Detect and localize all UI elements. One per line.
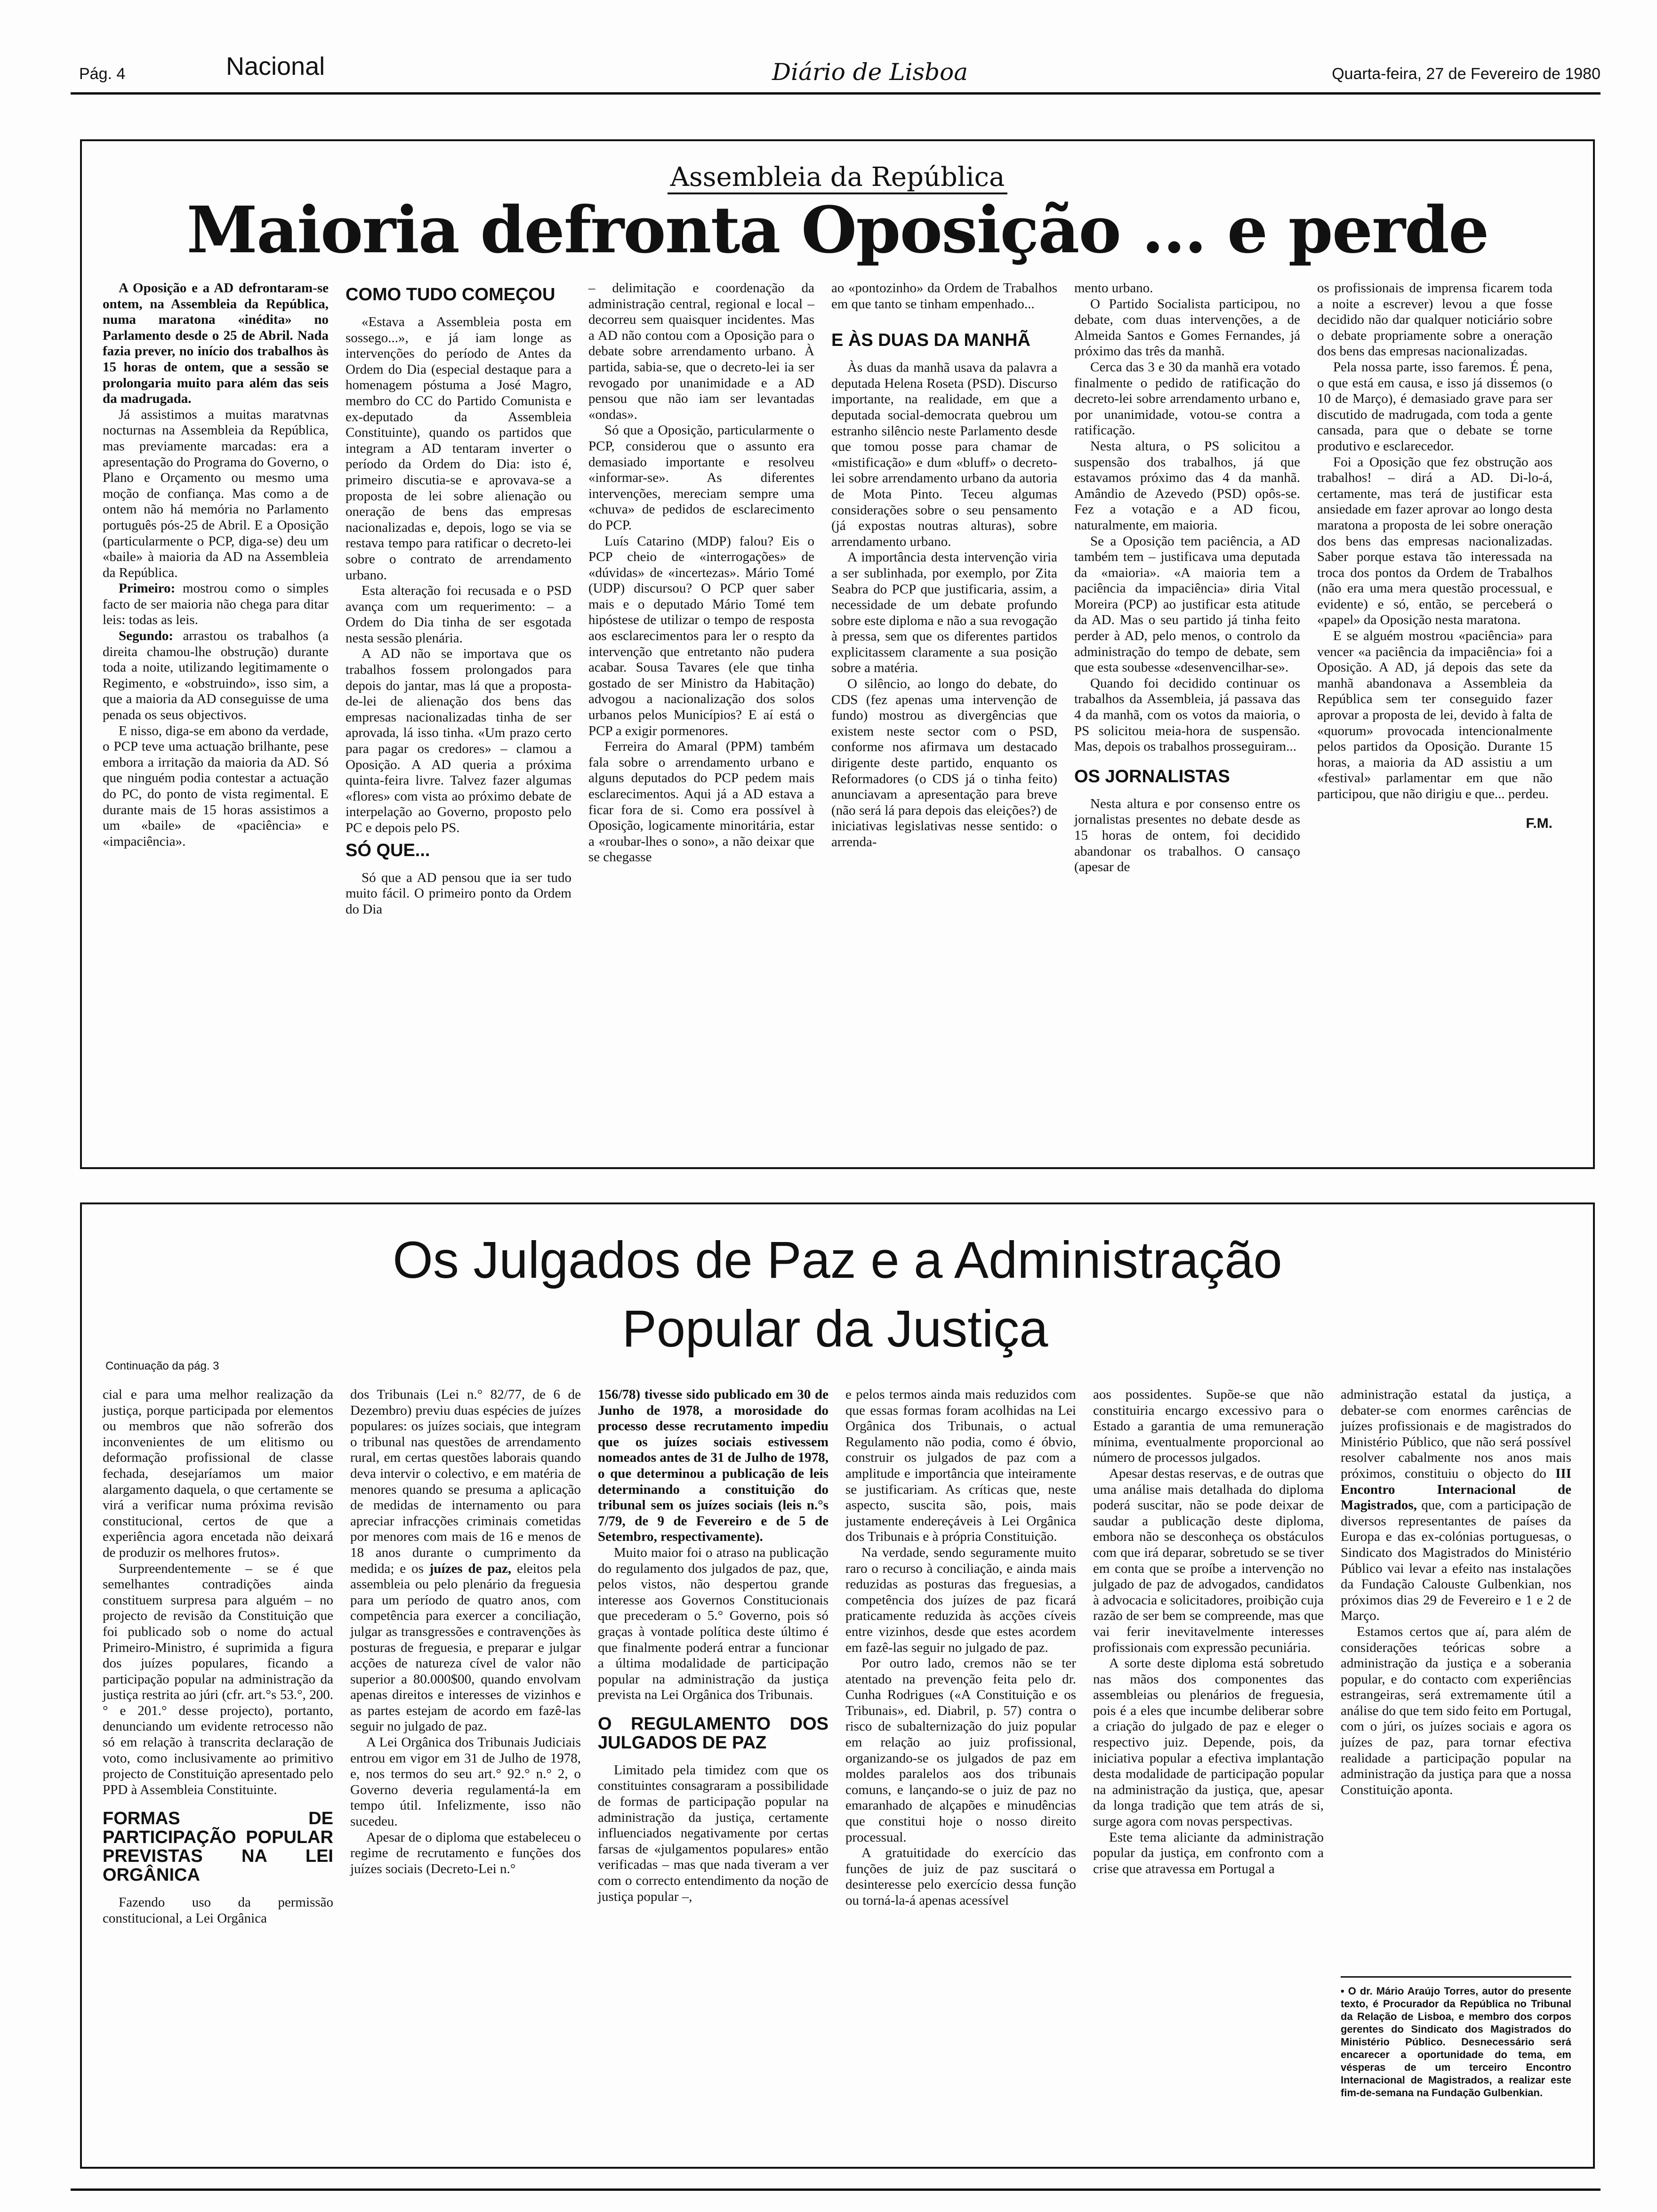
paragraph: Só que a AD pensou que ia ser tudo muito fácil. O primeiro ponto da Ordem do Dia [346,870,571,917]
paragraph [1341,1387,1571,1624]
author-signature: F.M. [1526,815,1552,831]
paragraph-text: dos Tribunais (Lei n.° 82/77, de 6 de Dezembro) previu duas espécies de juízes populares: os juízes sociais, que integram o tribunal nas questões de arrendamento rural, em certas questões laborais quando deva intervir o colectivo, e em matéria de menores quando se presuma a aplicação de medidas de internamento ou para apreciar infracções criminais cometidas por menores com mais de 16 e menos de 18 anos durante o cumprimento da medida; e os [350,1387,581,1576]
article-column-6 [1317,281,1552,831]
article-column-2 [346,281,571,917]
article-kicker [82,162,1593,192]
paragraph: Este tema aliciante da administração popular da justiça, em confronto com a crise que atravessa em Portugal a [1093,1829,1324,1876]
paragraph: Pela nossa parte, isso faremos. É pena, o que está em causa, e isso já dissemos (o 10 de Março), é demasiado grave para ser discutido de madrugada, com toda a gente cansada, para que o debate se torne produtivo e esclarecedor. [1317,359,1552,454]
lead-word: Segundo: [119,628,174,644]
paragraph: «Estava a Assembleia posta em sossego...», e já iam longe as intervenções do período de Antes da Ordem do Dia (especial destaque para a homenagem póstuma a José Magro, membro do CC do Partido Comunista e ex-deputado da Assembleia Constituinte), quando os partidos que integram a AD tentaram inverter o período da Ordem do Dia: isto é, primeiro discutia-se e aprovava-se a proposta de lei sobre alienação ou oneração de bens das empresas nacionalizadas e, depois, logo se via se restava tempo para ratificar o decreto-lei sobre o contrato de arrendamento urbano. [346,314,571,583]
paragraph: Ferreira do Amaral (PPM) também fala sobre o arrendamento urbano e alguns deputados do PCP pedem mais esclarecimentos. Aqui já a AD estava a ficar fora de si. Como era possível à Oposição, logicamente minoritária, estar a «roubar-lhes o sono», a não deixar que se chegasse [588,739,814,865]
note-rule [1341,1976,1571,1978]
paragraph-text: que, com a participação de diversos representantes de países da Europa e das ex-colónias portuguesas, o Sindicato dos Magistrados do Ministério Público vai levar a efeito nas instalações da Fundação Calouste Gulbenkian, nos próximos dias 29 de Fevereiro e 1 e 2 de Março. [1341,1498,1571,1624]
footer-rule [71,2188,1601,2191]
paragraph: O silêncio, ao longo do debate, do CDS (fez apenas uma intervenção de fundo) mostrou as divergências que existem neste sector com o PSD, conforme nos afirmava um destacado dirigente deste partido, enquanto os Reformadores (o CDS já o tinha feito) anunciavam a apresentação para breve (não será lá para depois das eleições?) de iniciativas legislativas nesse sentido: o arrenda- [831,676,1057,850]
paragraph: Estamos certos que aí, para além de considerações teóricas sobre a administração da justiça e a soberania popular, e do contacto com experiências estrangeiras, será extremamente útil a análise do que tem sido feito em Portugal, com o júri, os juízes sociais e agora os juízes de paz, para tornar efectiva realidade a participação popular na administração da justiça para que a nossa Constituição aponta. [1341,1624,1571,1797]
subheading: E ÀS DUAS DA MANHÃ [831,330,1030,351]
article-headline-line-1: Os Julgados de Paz e a Administração [393,1231,1282,1289]
bold-term: III Encontro Internacional de Magistrados, [1341,1466,1571,1513]
article-column-5 [1093,1387,1324,1877]
paragraph: A sorte deste diploma está sobretudo nas mãos dos componentes das assembleias ou plenários de freguesia, pois é a eles que incumbe deliberar sobre a criação do julgado de paz e eleger o respectivo juiz. Depende, pois, da iniciativa popular a efectiva implantação desta modalidade de participação popular na administração da justiça, que, apesar da longa tradição que tem atrás de si, surge agora com novas perspectivas. [1093,1656,1324,1829]
paragraph: Às duas da manhã usava da palavra a deputada Helena Roseta (PSD). Discurso importante, na realidade, em que a deputada social-democrata quebrou um estranho silêncio neste Parlamento desde que tomou posse para chamar de «mistificação» e dum «bluff» o decreto-lei sobre arrendamento urbano da autoria de Mota Pinto. Teceu algumas considerações sobre o seu pensamento (já expostas noutras alturas), sobre arrendamento urbano. [831,360,1057,549]
paragraph: E nisso, diga-se em abono da verdade, o PCP teve uma actuação brilhante, pese embora a irritação da maioria da AD. Só que ninguém podia contestar a actuação do PC, do ponto de vista regimental. E durante mais de 15 horas assistimos a um «baile» de «paciência» e «impaciência». [103,723,329,849]
article-column-3 [598,1387,828,1905]
article-column-2 [350,1387,581,1877]
article-column-1 [103,1387,333,1927]
paragraph: Só que a Oposição, particularmente o PCP, considerou que o assunto era demasiado importante e resolveu «informar-se». As diferentes intervenções, mereciam sempre uma «chuva» de pedidos de esclarecimento do PCP. [588,423,814,533]
paragraph: Por outro lado, cremos não se ter atentado na prevenção feita pelo dr. Cunha Rodrigues («A Constituição e os Tribunais», ed. Diabril, p. 57) contra o risco de subalternização do juiz popular em relação ao juiz profissional, organizando-se os julgados de paz em moldes paralelos aos dos tribunais comuns, e lançando-se o juiz de paz no emaranhado de alçapões e minudências que constitui hoje o nosso direito processual. [845,1656,1076,1845]
paragraph: cial e para uma melhor realização da justiça, porque participada por elementos ou membros que não sofrerão dos inconvenientes de um elitismo ou deformação profissional de classe fechada, desejaríamos um maior alargamento daquela, o que certamente se virá a verificar numa próxima revisão constitucional, certos de que a experiência agora encetada não deixará de produzir os melhores frutos». [103,1387,333,1560]
paragraph: Surpreendentemente – se é que semelhantes contradições ainda constituem surpresa para alguém – no projecto de revisão da Constituição que foi publicado sob o nome do actual Primeiro-Ministro, é suprimida a figura dos juízes populares, ficando a participação popular na administração da justiça restrita ao júri (cfr. art.°s 53.°, 200.° e 201.° desse projecto), portanto, denunciando um evidente retrocesso não só em relação à transcrita declaração de voto, como inclusivamente ao primitivo projecto de Constituição apresentado pelo PPD à Assembleia Constituinte. [103,1561,333,1797]
paragraph: Já assistimos a muitas maratvnas nocturnas na Assembleia da República, mas previamente marcadas: era a apresentação do Programa do Governo, o Plano e Orçamento ou mesmo uma moção de confiança. Mas como a de ontem não há memória no Parlamento português pós-25 de Abril. E a Oposição (particularmente o PCP, diga-se) deu um «baile» à maioria da AD na Assembleia da República. [103,407,329,580]
paragraph: Cerca das 3 e 30 da manhã era votado finalmente o pedido de ratificação do decreto-lei sobre arrendamento urbano e, por unanimidade, votou-se contra a ratificação. [1074,359,1300,438]
lead-word: Primeiro: [119,581,176,596]
subheading: FORMAS DE PARTICIPAÇÃO POPULAR PREVISTAS NA LEI ORGÂNICA [103,1809,333,1885]
paragraph [103,628,329,723]
paragraph: A Lei Orgânica dos Tribunais Judiciais entrou em vigor em 31 de Julho de 1978, e, nos termos do seu art.° 92.° n.° 2, o Governo deveria regulamentá-la em tempo útil. Infelizmente, isso não sucedeu. [350,1735,581,1829]
continuation-note: Continuação da pág. 3 [105,1360,219,1372]
paragraph: 156/78) tivesse sido publicado em 30 de Junho de 1978, a morosidade do processo desse recrutamento impediu que os juízes sociais estivessem nomeados antes de 31 de Julho de 1978, o que determinou a publicação de leis determinando a constituição do tribunal sem os juízes sociais (leis n.°s 7/79, de 9 de Fevereiro e de 5 de Setembro, respectivamente). [598,1387,828,1545]
masthead: Diário de Lisboa [772,58,968,86]
kicker-text: Assembleia da República [668,162,1008,194]
issue-date: Quarta-feira, 27 de Fevereiro de 1980 [1332,65,1601,83]
paragraph: os profissionais de imprensa ficarem toda a noite a escrever) levou a que fosse decidido não dar qualquer noticiário sobre o debate propriamente sobre a oneração dos bens das empresas nacionalizadas. [1317,281,1552,359]
paragraph: Limitado pela timidez com que os constituintes consagraram a possibilidade de formas de participação popular na administração da justiça, certamente influenciados negativamente por certas farsas de «julgamentos populares» então verificadas – mas que nada tiveram a ver com o correcto entendimento da noção de justiça popular –, [598,1762,828,1904]
header-rule [71,92,1601,95]
paragraph: A gratuitidade do exercício das funções de juiz de paz suscitará o desinteresse pelo exercício dessa função ou torná-la-á apenas acessível [845,1845,1076,1908]
subheading: COMO TUDO COMEÇOU [346,285,555,305]
paragraph: A Oposição e a AD defrontaram-se ontem, na Assembleia da República, numa maratona «inédita» no Parlamento desde o 25 de Abril. Nada fazia prever, no início dos trabalhos às 15 horas de ontem, que a sessão se prolongaria muito para além das seis da madrugada. [103,281,329,407]
paragraph [103,581,329,628]
article-column-4 [831,281,1057,850]
article-column-1 [103,281,329,850]
bold-term: juízes de paz, [429,1561,512,1576]
paragraph: Nesta altura, o PS solicitou a suspensão dos trabalhos, já que estavamos próximo das 4 da manhã. Amândio de Azevedo (PSD) opôs-se. Fez a votação e a AD ficou, naturalmente, em maioria. [1074,438,1300,533]
author-note: • O dr. Mário Araújo Torres, autor do presente texto, é Procurador da República no Tribunal da Relação de Lisboa, e membro dos corpos gerentes do Sindicato dos Magistrados do Ministério Público. Desnecessário será encarecer a oportunidade do tema, em vésperas de um terceiro Encontro Internacional de Magistrados, a realizar este fim-de-semana na Fundação Gulbenkian. [1341,1985,1571,2099]
page-number: Pág. 4 [79,65,126,83]
paragraph: Muito maior foi o atraso na publicação do regulamento dos julgados de paz, que, pelos vistos, não despertou grande interesse aos Governos Constitucionais que precederam o 5.° Governo, pois só graças à vontade política deste último é que finalmente poderá entrar a funcionar a última modalidade de participação popular na administração da justiça prevista na Lei Orgânica dos Tribunais. [598,1545,828,1703]
paragraph-text: mostrou como o simples facto de ser maioria não chega para ditar leis: todas as leis. [103,581,329,628]
paragraph: – delimitação e coordenação da administração central, regional e local – decorreu sem quaisquer incidentes. Mas a AD não contou com a Oposição para o debate sobre arrendamento urbano. À partida, sabia-se, que o decreto-lei ia ser revogado por unanimidade e a AD pensou que não iam ser levantadas «ondas». [588,281,814,422]
article-column-3 [588,281,814,866]
paragraph-text: eleitos pela assembleia ou pelo plenário da freguesia para um período de quatro anos, com competência para exercer a conciliação, julgar as transgressões e contravenções às posturas de freguesia, e preparar e julgar acções de natureza cível de valor não superior a 80.000$00, quando envolvam apenas direitos e interesses de vizinhos e as partes estejam de acordo em fazê-las seguir no julgado de paz. [350,1561,581,1734]
paragraph: mento urbano. [1074,281,1153,296]
article-julgados-de-paz [80,1202,1595,2169]
paragraph: Foi a Oposição que fez obstrução aos trabalhos! – dirá a AD. Di-lo-á, certamente, mas terá de justificar esta ansiedade em fazer aprovar ao longo desta maratona a proposta de lei sobre oneração dos bens das empresas nacionalizadas. Saber porque estava tão interessada na troca dos pontos da Ordem de Trabalhos (não era uma mera questão processual, e evidente) e só, então, se perceberá o «papel» da Oposição nesta maratona. [1317,454,1552,628]
article-headline-line-2: Popular da Justiça [622,1300,1048,1358]
page-header [71,45,1601,88]
article-column-5 [1074,281,1300,875]
paragraph: ao «pontozinho» da Ordem de Trabalhos em que tanto se tinham empenhado... [831,281,1057,312]
paragraph: Esta alteração foi recusada e o PSD avança com um requerimento: – a Ordem do Dia tinha de ser esgotada nesta sessão plenária. [346,583,571,646]
paragraph [350,1387,581,1735]
section-name: Nacional [226,52,325,80]
paragraph: aos possidentes. Supõe-se que não constituiria encargo excessivo para o Estado a garantia de uma remuneração mínima, eventualmente proporcional ao número de processos julgados. [1093,1387,1324,1466]
paragraph: Luís Catarino (MDP) falou? Eis o PCP cheio de «interrogações» de «dúvidas» de «incertezas». Mário Tomé (UDP) discursou? O PCP quer saber mais e o deputado Mário Tomé tem hipóstese de utilizar o tempo de resposta aos esclarecimentos para ler o respto da intervenção que entretanto não pudera acabar. Sousa Tavares (ele que tinha gostado de ser Ministro da Habitação) advogou a nacionalização dos solos urbanos pelos Municípios? E aí está o PCP a exigir pormenores. [588,533,814,738]
paragraph-text: arrastou os trabalhos (a direita chamou-lhe obstrução) durante toda a noite, utilizando legitimamente o Regimento, e «obstruindo», isso sim, a que a maioria da AD conseguisse de uma penada os seus objectivos. [103,628,329,723]
paragraph: Se a Oposição tem paciência, a AD também tem – justificava uma deputada da «maioria». «A maioria tem a paciência da impaciência» diria Vital Moreira (PCP) ao justificar esta atitude da AD. Mas o seu partido já tinha feito perder à AD, pelo menos, o controlo da administração do tempo de debate, sem que esta soubesse «desenvencilhar-se». [1074,533,1300,675]
article-headline: Maioria defronta Oposição ... e perde [186,192,1488,268]
paragraph: Na verdade, sendo seguramente muito raro o recurso à conciliação, e ainda mais reduzidas as posturas das freguesias, a competência dos juízes de paz ficará praticamente reduzida às acções cíveis entre vizinhos, desde que estes acordem em fazê-las seguir no julgado de paz. [845,1545,1076,1655]
paragraph-text: administração estatal da justiça, a debater-se com enormes carências de juízes profissionais e de magistrados do Ministério Público, que não será possível resolver cabalmente nos anos mais próximos, constituiu o objecto do [1341,1387,1571,1481]
subheading: SÓ QUE... [346,840,430,860]
paragraph: Nesta altura e por consenso entre os jornalistas presentes no debate desde as 15 horas de ontem, foi decidido abandonar os trabalhos. O cansaço (apesar de [1074,796,1300,875]
paragraph: O Partido Socialista participou, no debate, com duas intervenções, a de Almeida Santos e Gomes Fernandes, já próximo das três da manhã. [1074,296,1300,359]
paragraph: E se alguém mostrou «paciência» para vencer «a paciência da impaciência» foi a Oposição. A AD, já depois das sete da manhã abandonava a Assembleia da República sem ter conseguido fazer aprovar a proposta de lei, devido à falta de «quorum» provocada intencionalmente pelos partidos da Oposição. Durante 15 horas, a maioria da AD assistiu a um «festival» parlamentar em que não participou, que não dirigiu e que... perdeu. [1317,628,1552,801]
paragraph: A importância desta intervenção viria a ser sublinhada, por exemplo, por Zita Seabra do PCP que justificaria, assim, a necessidade de um debate profundo sobre este diploma e não a sua revogação à pressa, sem que os diferentes partidos explicitassem claramente a sua posição sobre a matéria. [831,550,1057,676]
paragraph: Fazendo uso da permissão constitucional, a Lei Orgânica [103,1895,333,1926]
paragraph: Quando foi decidido continuar os trabalhos da Assembleia, já passava das 4 da manhã, com os votos da maioria, o PS solicitou meia-hora de suspensão. Mas, depois os trabalhos prosseguiram... [1074,675,1300,754]
subheading: O REGULAMENTO DOS JULGADOS DE PAZ [598,1714,828,1753]
paragraph: A AD não se importava que os trabalhos fossem prolongados para depois do jantar, mas lá que a proposta-de-lei de alienação dos bens das empresas nacionalizadas tinha de ser aprovada, lá isso tinha. «Um prazo certo para pagar os credores» – clamou a Oposição. A AD queria a próxima quinta-feira livre. Talvez fazer algumas «flores» com vista ao próximo debate de interpelação ao Governo, proposto pelo PC e depois pelo PS. [346,646,571,835]
article-column-4 [845,1387,1076,1909]
paragraph: e pelos termos ainda mais reduzidos com que essas formas foram acolhidas na Lei Orgânica dos Tribunais, o actual Regulamento não podia, como é óbvio, construir os julgados de paz com a amplitude e importância que inteiramente se justificariam. As críticas que, neste aspecto, suscita são, pois, mais justamente endereçáveis à Lei Orgânica dos Tribunais e à própria Constituição. [845,1387,1076,1545]
paragraph: Apesar de o diploma que estabeleceu o regime de recrutamento e funções dos juízes sociais (Decreto-Lei n.° [350,1829,581,1876]
paragraph: Apesar destas reservas, e de outras que uma análise mais detalhada do diploma poderá suscitar, não se pode deixar de saudar a publicação deste diploma, embora não se desconheça os obstáculos com que irá deparar, sobretudo se se tiver em conta que se proíbe a intervenção no julgado de paz de advogados, candidatos à advocacia e solicitadores, proibição cuja razão de ser bem se compreende, mas que vai ferir inevitavelmente interesses profissionais com expressão pecuniária. [1093,1466,1324,1655]
subheading: OS JORNALISTAS [1074,766,1230,786]
article-column-6 [1341,1387,1571,1798]
article-parliament [80,139,1595,1169]
